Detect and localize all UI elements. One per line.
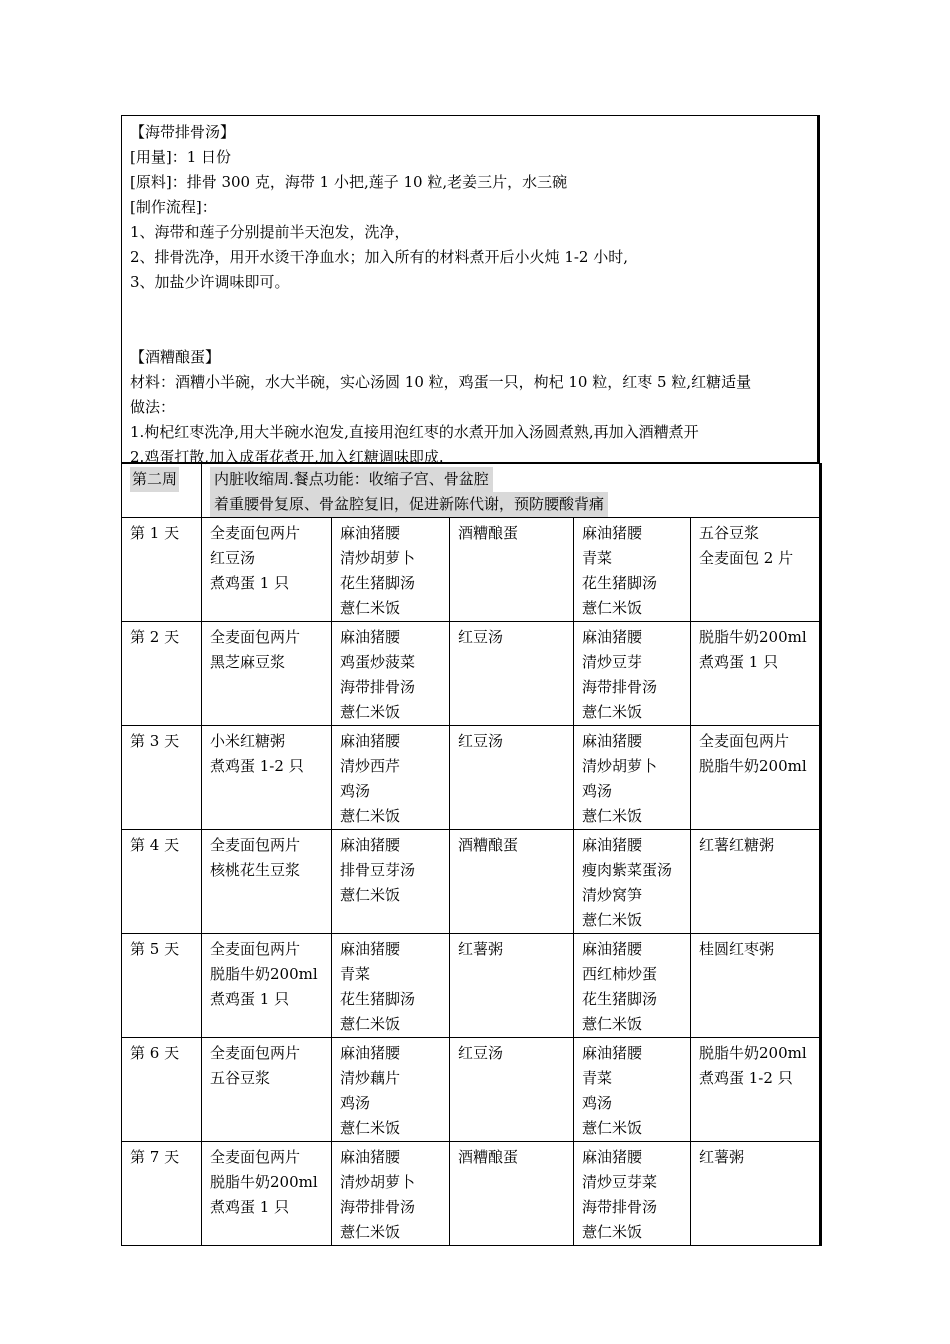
meal-item: 清炒胡萝卜 <box>340 549 416 567</box>
meal-cell <box>574 830 691 934</box>
meal-item: 全麦面包两片 <box>699 732 790 750</box>
day-label: 第 1 天 <box>130 524 180 542</box>
recipe2-title: 【酒糟酿蛋】 <box>130 348 221 366</box>
meal-cell <box>574 1142 691 1246</box>
day-label-cell <box>122 1142 202 1246</box>
meal-item: 全麦面包两片 <box>210 524 301 542</box>
meal-cell <box>691 726 821 830</box>
meal-cell <box>450 622 574 726</box>
meal-item: 全麦面包两片 <box>210 628 301 646</box>
meal-item: 薏仁米饭 <box>582 807 643 825</box>
meal-item: 花生猪脚汤 <box>340 990 416 1008</box>
recipe1-process-label: [制作流程]： <box>130 198 217 216</box>
recipe2-method-label: 做法： <box>130 398 176 416</box>
day-label: 第 7 天 <box>130 1148 180 1166</box>
recipe1-ingredients: [原料]：排骨 300 克，海带 1 小把,莲子 10 粒,老姜三片，水三碗 <box>130 173 568 191</box>
day-label-cell <box>122 934 202 1038</box>
meal-item: 麻油猪腰 <box>582 940 643 958</box>
meal-cell <box>332 726 450 830</box>
meal-cell <box>202 934 332 1038</box>
meal-item: 清炒窝笋 <box>582 886 643 904</box>
day-label: 第 6 天 <box>130 1044 180 1062</box>
meal-item: 瘦肉紫菜蛋汤 <box>582 861 673 879</box>
table-row <box>122 830 821 934</box>
recipe1-amount: [用量]：1 日份 <box>130 148 232 166</box>
recipe2-ingredients: 材料：酒糟小半碗，水大半碗，实心汤圆 10 粒，鸡蛋一只，枸杞 10 粒，红枣 5 粒,红糖适量 <box>130 373 752 391</box>
meal-item: 红豆汤 <box>458 732 504 750</box>
day-label: 第 5 天 <box>130 940 180 958</box>
recipe1-step: 3、加盐少许调味即可。 <box>130 273 290 291</box>
meal-item: 麻油猪腰 <box>340 524 401 542</box>
meal-item: 薏仁米饭 <box>582 703 643 721</box>
recipe2-step: 1.枸杞红枣洗净,用大半碗水泡发,直接用泡红枣的水煮开加入汤圆煮熟,再加入酒糟煮开 <box>130 423 699 441</box>
meal-item: 海带排骨汤 <box>582 678 658 696</box>
document <box>121 115 820 1246</box>
meal-item: 薏仁米饭 <box>582 911 643 929</box>
meal-item: 薏仁米饭 <box>340 1223 401 1241</box>
day-label-cell <box>122 726 202 830</box>
meal-item: 薏仁米饭 <box>582 1119 643 1137</box>
meal-cell <box>574 1038 691 1142</box>
meal-item: 麻油猪腰 <box>582 1148 643 1166</box>
recipe1-title: 【海带排骨汤】 <box>130 123 236 141</box>
meal-cell <box>202 726 332 830</box>
meal-cell <box>202 1142 332 1246</box>
meal-item: 酒糟酿蛋 <box>458 836 519 854</box>
table-row <box>122 518 821 622</box>
week-header-row <box>122 464 821 518</box>
recipe2-step: 2.鸡蛋打散,加入成蛋花煮开,加入红糖调味即成. <box>130 448 444 466</box>
meal-item: 麻油猪腰 <box>582 732 643 750</box>
meal-item: 花生猪脚汤 <box>340 574 416 592</box>
spacer <box>130 295 809 345</box>
meal-cell <box>450 1142 574 1246</box>
meal-item: 麻油猪腰 <box>340 732 401 750</box>
meal-item: 清炒胡萝卜 <box>340 1173 416 1191</box>
meal-cell <box>574 934 691 1038</box>
meal-item: 鸡汤 <box>582 782 613 800</box>
meal-item: 煮鸡蛋 1 只 <box>210 990 290 1008</box>
meal-cell <box>332 1142 450 1246</box>
meal-item: 全麦面包两片 <box>210 1044 301 1062</box>
meal-item: 麻油猪腰 <box>582 836 643 854</box>
meal-item: 薏仁米饭 <box>340 1119 401 1137</box>
meal-item: 清炒胡萝卜 <box>582 757 658 775</box>
meal-item: 脱脂牛奶200ml <box>210 1173 318 1191</box>
day-label: 第 3 天 <box>130 732 180 750</box>
meal-item: 薏仁米饭 <box>340 1015 401 1033</box>
meal-item: 清炒西芹 <box>340 757 401 775</box>
meal-item: 麻油猪腰 <box>340 836 401 854</box>
meal-item: 排骨豆芽汤 <box>340 861 416 879</box>
meal-item: 鸡汤 <box>582 1094 613 1112</box>
meal-item: 麻油猪腰 <box>582 524 643 542</box>
meal-item: 麻油猪腰 <box>340 628 401 646</box>
meal-item: 黑芝麻豆浆 <box>210 653 286 671</box>
meal-item: 薏仁米饭 <box>582 599 643 617</box>
week-description-line: 着重腰骨复原、骨盆腔复旧，促进新陈代谢，预防腰酸背痛 <box>210 492 608 517</box>
meal-item: 脱脂牛奶200ml <box>210 965 318 983</box>
meal-item: 酒糟酿蛋 <box>458 524 519 542</box>
meal-item: 全麦面包两片 <box>210 940 301 958</box>
meal-cell <box>691 1142 821 1246</box>
meal-item: 桂圆红枣粥 <box>699 940 775 958</box>
meal-item: 清炒豆芽 <box>582 653 643 671</box>
meal-item: 薏仁米饭 <box>340 703 401 721</box>
meal-cell <box>202 518 332 622</box>
meal-item: 海带排骨汤 <box>340 678 416 696</box>
table-row <box>122 934 821 1038</box>
meal-item: 薏仁米饭 <box>340 599 401 617</box>
meal-cell <box>574 518 691 622</box>
meal-cell <box>691 934 821 1038</box>
meal-cell <box>450 934 574 1038</box>
meal-cell <box>332 518 450 622</box>
meal-item: 鸡汤 <box>340 782 371 800</box>
meal-cell <box>691 622 821 726</box>
meal-item: 脱脂牛奶200ml <box>699 628 807 646</box>
meal-item: 海带排骨汤 <box>340 1198 416 1216</box>
meal-item: 酒糟酿蛋 <box>458 1148 519 1166</box>
meal-item: 全麦面包两片 <box>210 836 301 854</box>
meal-item: 全麦面包 2 片 <box>699 549 794 567</box>
meal-item: 麻油猪腰 <box>582 1044 643 1062</box>
meal-item: 西红柿炒蛋 <box>582 965 658 983</box>
meal-item: 青菜 <box>582 549 613 567</box>
week-label-cell <box>122 464 202 518</box>
week-description-line: 内脏收缩周.餐点功能：收缩子宫、骨盆腔 <box>210 467 493 492</box>
meal-item: 五谷豆浆 <box>210 1069 271 1087</box>
meal-item: 麻油猪腰 <box>340 1148 401 1166</box>
meal-cell <box>202 622 332 726</box>
meal-cell <box>450 830 574 934</box>
day-label-cell <box>122 1038 202 1142</box>
meal-item: 全麦面包两片 <box>210 1148 301 1166</box>
meal-item: 清炒豆芽菜 <box>582 1173 658 1191</box>
recipe-box <box>121 115 820 466</box>
table-row <box>122 622 821 726</box>
meal-item: 脱脂牛奶200ml <box>699 1044 807 1062</box>
meal-item: 脱脂牛奶200ml <box>699 757 807 775</box>
table-row <box>122 1142 821 1246</box>
meal-item: 煮鸡蛋 1-2 只 <box>210 757 304 775</box>
meal-item: 青菜 <box>340 965 371 983</box>
table-row <box>122 726 821 830</box>
meal-item: 麻油猪腰 <box>340 940 401 958</box>
meal-item: 鸡汤 <box>340 1094 371 1112</box>
meal-item: 红豆汤 <box>458 628 504 646</box>
table-row <box>122 1038 821 1142</box>
meal-item: 海带排骨汤 <box>582 1198 658 1216</box>
recipe1-step: 1、海带和莲子分别提前半天泡发，洗净， <box>130 223 410 241</box>
meal-cell <box>691 830 821 934</box>
meal-item: 煮鸡蛋 1 只 <box>210 574 290 592</box>
meal-cell <box>450 518 574 622</box>
meal-item: 麻油猪腰 <box>582 628 643 646</box>
meal-item: 煮鸡蛋 1 只 <box>210 1198 290 1216</box>
meal-item: 红薯粥 <box>458 940 504 958</box>
meal-cell <box>332 622 450 726</box>
meal-item: 小米红糖粥 <box>210 732 286 750</box>
meal-cell <box>202 1038 332 1142</box>
meal-cell <box>332 934 450 1038</box>
week-label: 第二周 <box>130 467 179 492</box>
day-label: 第 4 天 <box>130 836 180 854</box>
day-label-cell <box>122 622 202 726</box>
meal-item: 清炒藕片 <box>340 1069 401 1087</box>
meal-item: 麻油猪腰 <box>340 1044 401 1062</box>
meal-item: 红豆汤 <box>458 1044 504 1062</box>
meal-item: 红薯红糖粥 <box>699 836 775 854</box>
meal-cell <box>450 1038 574 1142</box>
meal-item: 薏仁米饭 <box>340 886 401 904</box>
day-label: 第 2 天 <box>130 628 180 646</box>
meal-item: 花生猪脚汤 <box>582 990 658 1008</box>
recipe1-step: 2、排骨洗净，用开水烫干净血水；加入所有的材料煮开后小火炖 1-2 小时, <box>130 248 629 266</box>
meal-item: 煮鸡蛋 1 只 <box>699 653 779 671</box>
meal-item: 青菜 <box>582 1069 613 1087</box>
meal-item: 鸡蛋炒菠菜 <box>340 653 416 671</box>
week-description-cell <box>202 464 821 518</box>
meal-cell <box>202 830 332 934</box>
meal-item: 核桃花生豆浆 <box>210 861 301 879</box>
meal-cell <box>691 1038 821 1142</box>
meal-cell <box>574 622 691 726</box>
meal-item: 花生猪脚汤 <box>582 574 658 592</box>
day-label-cell <box>122 518 202 622</box>
meal-item: 薏仁米饭 <box>582 1223 643 1241</box>
meal-cell <box>332 830 450 934</box>
meal-cell <box>332 1038 450 1142</box>
meal-item: 薏仁米饭 <box>340 807 401 825</box>
meal-item: 薏仁米饭 <box>582 1015 643 1033</box>
meal-cell <box>450 726 574 830</box>
meal-plan-table <box>121 463 822 1246</box>
meal-cell <box>691 518 821 622</box>
meal-item: 红薯粥 <box>699 1148 745 1166</box>
meal-cell <box>574 726 691 830</box>
meal-item: 红豆汤 <box>210 549 256 567</box>
meal-item: 煮鸡蛋 1-2 只 <box>699 1069 793 1087</box>
day-label-cell <box>122 830 202 934</box>
meal-item: 五谷豆浆 <box>699 524 760 542</box>
